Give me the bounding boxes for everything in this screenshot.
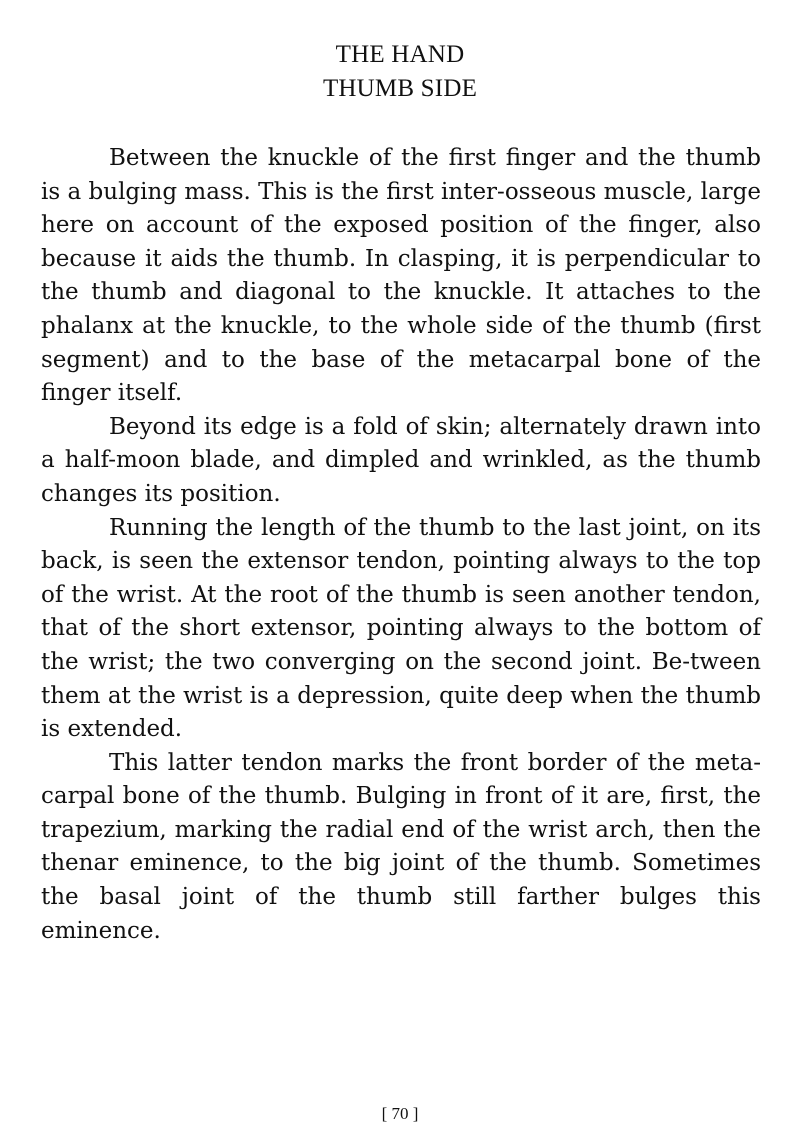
page-number: [ 70 ]	[381, 1104, 419, 1123]
body-text	[41, 142, 761, 948]
paragraph-4: This latter tendon marks the front border of the meta-carpal bone of the thumb. Bulging in front of it are, first, the trapezium, marking the radial end of the wrist arch, then the thenar eminence, to the big joint of the thumb. Sometimes the basal joint of the thumb still farther bulges this eminence.	[41, 749, 761, 944]
chapter-title: THE HAND	[335, 41, 465, 68]
paragraph-3: Running the length of the thumb to the last joint, on its back, is seen the extensor tendon, pointing always to the top of the wrist. At the root of the thumb is seen another tendon, that of the short extensor, pointing always to the bottom of the wrist; the two converging on the second joint. Be-tween them at the wrist is a depression, quite deep when the thumb is extended.	[41, 514, 761, 743]
section-subtitle: THUMB SIDE	[322, 75, 478, 102]
paragraph-1: Between the knuckle of the first finger and the thumb is a bulging mass. This is the first inter-osseous muscle, large here on account of the exposed position of the finger, also because it aids the thumb. In clasping, it is perpendicular to the thumb and diagonal to the knuckle. It attaches to the phalanx at the knuckle, to the whole side of the thumb (first segment) and to the base of the metacarpal bone of the finger itself.	[41, 145, 761, 407]
paragraph-2: Beyond its edge is a fold of skin; alternately drawn into a half-moon blade, and dimpled and wrinkled, as the thumb changes its position.	[41, 413, 761, 507]
page-title	[0, 38, 800, 106]
